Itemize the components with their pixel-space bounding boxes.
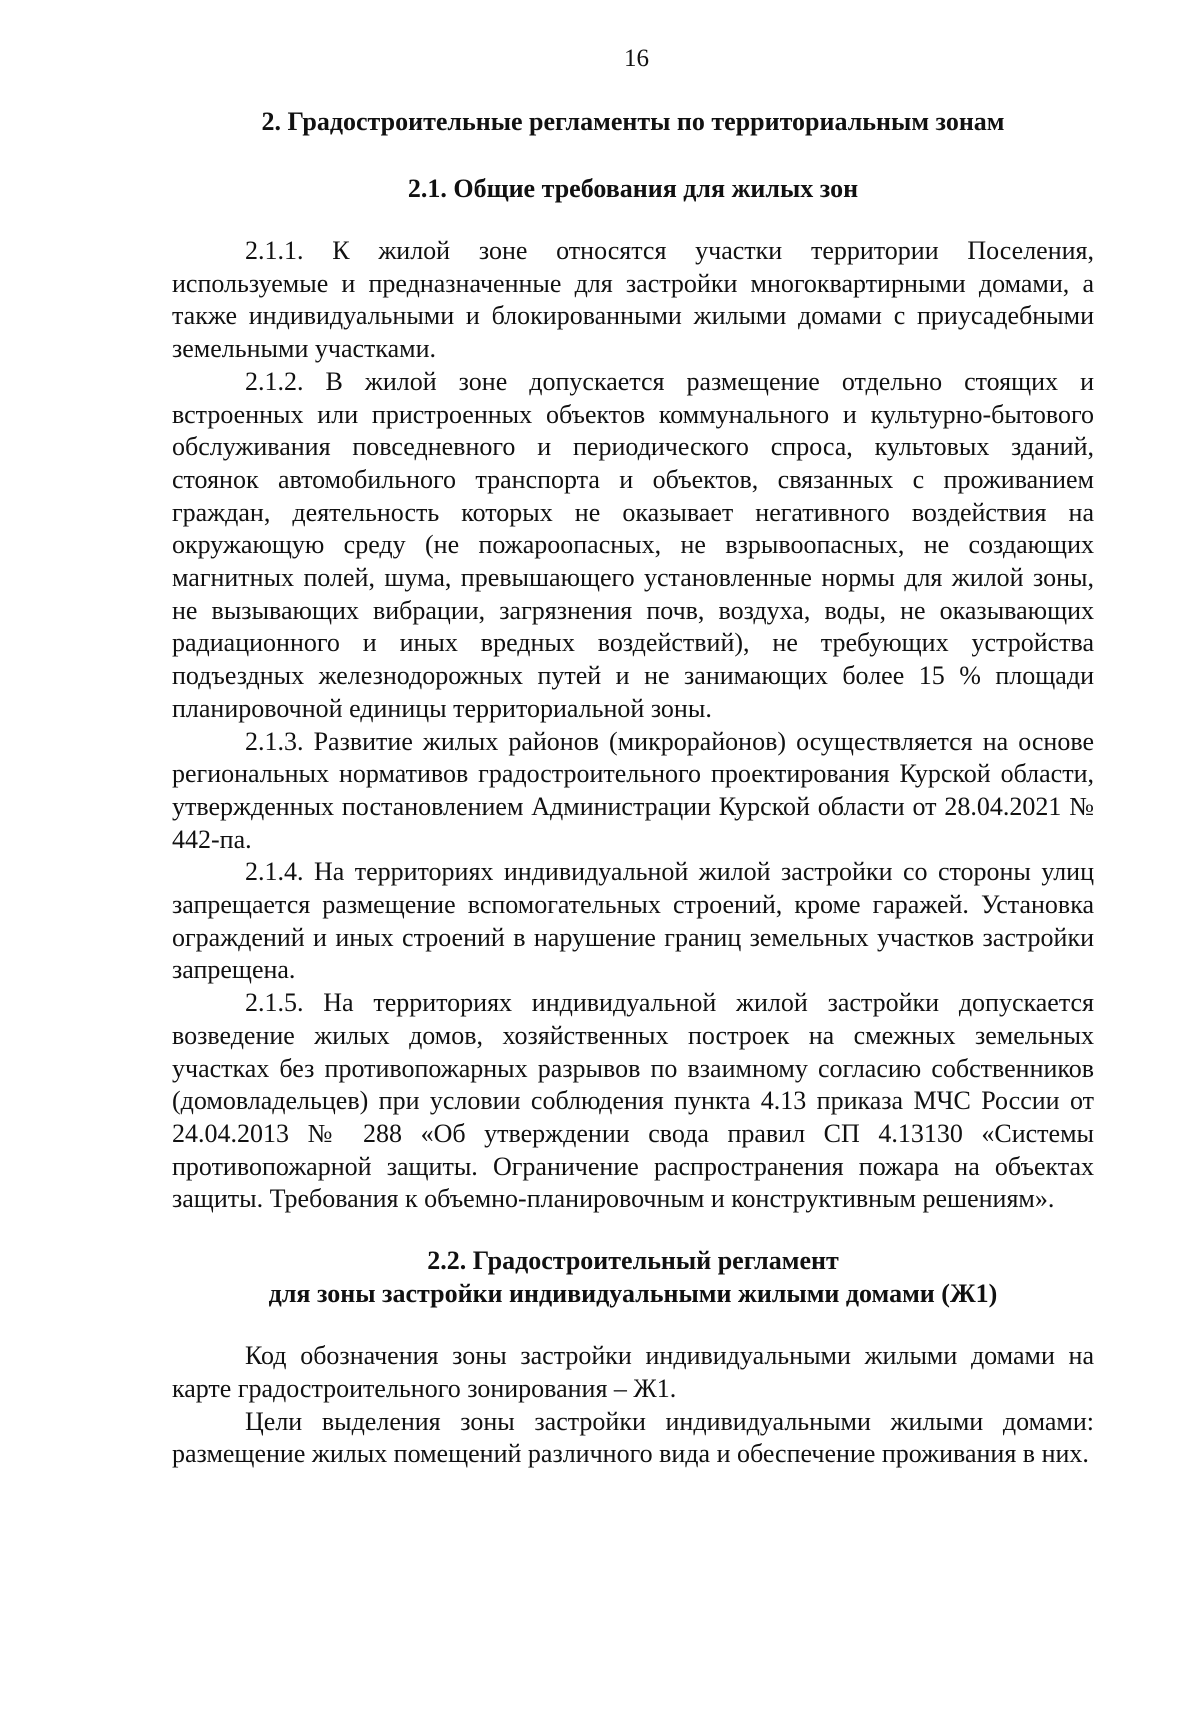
subsection-title-2-1: 2.1. Общие требования для жилых зон [407,174,859,203]
subsection-title-2-2 [172,1244,1094,1310]
subsection-title-2-2-line1: 2.2. Градостроительный регламент [427,1246,839,1276]
paragraph-2-1-2: 2.1.2. В жилой зоне допускается размещение отдельно стоящих и встроенных или пристроенных объектов коммунального и культурно-бытового обслуживания повседневного и периодического спроса, культовых зданий, стоянок автомобильного транспорта и объектов, связанных с проживанием граждан, деятельность которых не оказывает негативного воздействия на окружающую среду (не пожароопасных, не взрывоопасных, не создающих магнитных полей, шума, превышающего установленные нормы для жилой зоны, не вызывающих вибрации, загрязнения почв, воздуха, воды, не оказывающих радиационного и иных вредных воздействий), не требующих устройства подъездных железнодорожных путей и не занимающих более 15 % площади планировочной единицы территориальной зоны. [172,366,1094,723]
paragraph-2-1-3: 2.1.3. Развитие жилых районов (микрорайонов) осуществляется на основе региональных нормативов градостроительного проектирования Курской области, утвержденных постановлением Администрации Курской области от 28.04.2021 № 442-па. [172,726,1094,854]
paragraph-2-1-1: 2.1.1. К жилой зоне относятся участки территории Поселения, используемые и предназначенные для застройки многоквартирными домами, а также индивидуальными и блокированными жилыми домами с приусадебными земельными участками. [172,236,1094,364]
paragraph-zone-code: Код обозначения зоны застройки индивидуальными жилыми домами на карте градостроительного зонирования – Ж1. [172,1341,1094,1403]
subsection-title-2-2-line2: для зоны застройки индивидуальными жилыми домами (Ж1) [268,1279,998,1309]
page-number: 16 [624,45,649,72]
section-title: 2. Градостроительные регламенты по территориальным зонам [261,107,1005,136]
paragraph-zone-goals: Цели выделения зоны застройки индивидуальными жилыми домами: размещение жилых помещений различного вида и обеспечение проживания в них. [172,1406,1094,1469]
document-body [172,105,1094,1471]
paragraph-2-1-5: 2.1.5. На территориях индивидуальной жилой застройки допускается возведение жилых домов, хозяйственных построек на смежных земельных участках без противопожарных разрывов по взаимному согласию собственников (домовладельцев) при условии соблюдения пункта 4.13 приказа МЧС России от 24.04.2013 № 288 «Об утверждении свода правил СП 4.13130 «Системы противопожарной защиты. Ограничение распространения пожара на объектах защиты. Требования к объемно-планировочным и конструктивным решениям». [172,988,1094,1214]
paragraph-2-1-4: 2.1.4. На территориях индивидуальной жилой застройки со стороны улиц запрещается размещение вспомогательных строений, кроме гаражей. Установка ограждений и иных строений в нарушение границ земельных участков застройки запрещена. [172,857,1094,985]
